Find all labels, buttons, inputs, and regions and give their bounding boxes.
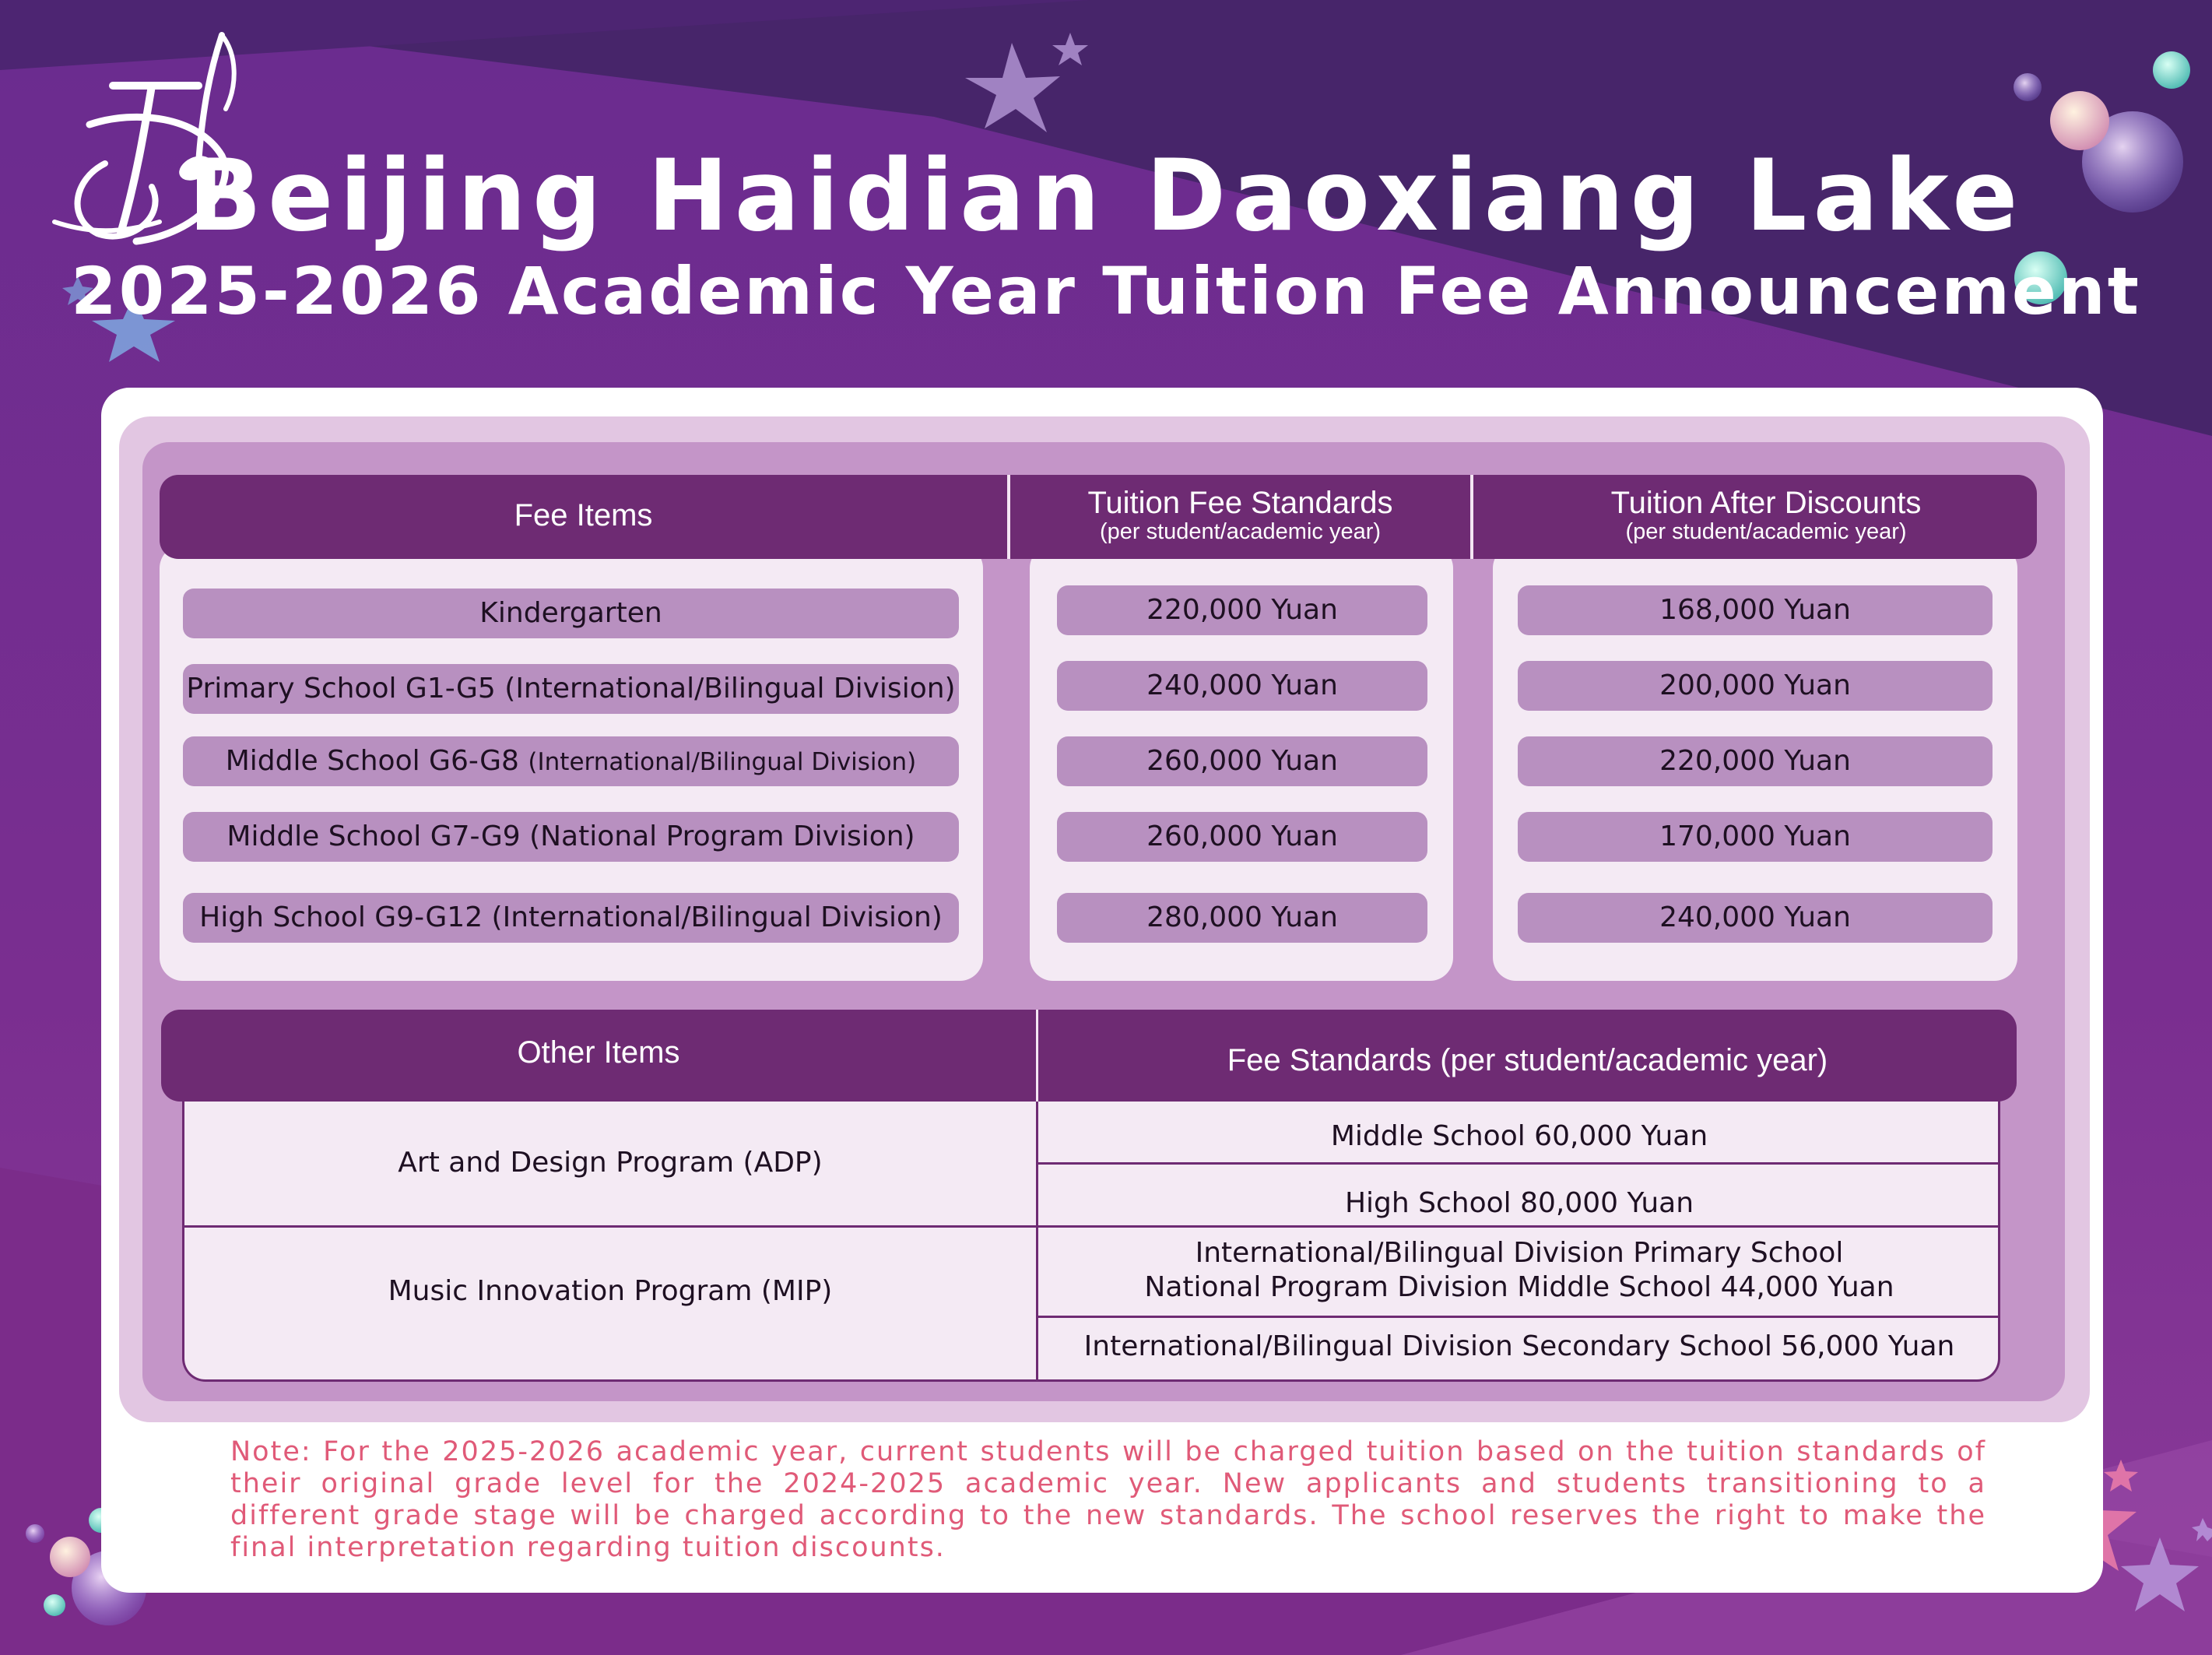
fee-item: Middle School G7-G9 (National Program Division): [183, 812, 959, 862]
table-divider: [182, 1225, 2000, 1228]
fee-discount: 200,000 Yuan: [1518, 661, 1993, 711]
col-header-other-items: Other Items: [517, 1035, 680, 1070]
adp-fee-middle: Middle School 60,000 Yuan: [1330, 1120, 1708, 1152]
title-line-2: 2025-2026 Academic Year Tuition Fee Announcement: [71, 253, 2141, 329]
table-divider: [1038, 1162, 2000, 1165]
col-header-fee-standards: Fee Standards (per student/academic year): [1227, 1043, 1828, 1077]
mip-fee-primary-middle: International/Bilingual Division Primary School National Program Division Middle School 44,000 Yuan: [1144, 1237, 1894, 1303]
title-line-1: Beijing Haidian Daoxiang Lake: [188, 139, 2024, 254]
table-divider: [1038, 1316, 2000, 1318]
mip-label: Music Innovation Program (MIP): [388, 1275, 833, 1307]
footnote: Note: For the 2025-2026 academic year, current students will be charged tuition based on the tuition standards of their original grade level for the 2024-2025 academic year. New applicants and students transitioning to a different grade stage will be charged according to the new standards. The school reserves the right to make the final interpretation regarding tuition discounts.: [230, 1436, 1986, 1563]
fee-discount: 220,000 Yuan: [1518, 736, 1993, 786]
fee-standard: 260,000 Yuan: [1057, 736, 1427, 786]
fee-item: Primary School G1-G5 (International/Bilingual Division): [183, 664, 959, 714]
col-header-fee-items: Fee Items: [514, 498, 653, 532]
col-header-discount: Tuition After Discounts (per student/academic year): [1610, 486, 1922, 544]
fee-standard: 240,000 Yuan: [1057, 661, 1427, 711]
adp-label: Art and Design Program (ADP): [398, 1147, 823, 1179]
col-header-standard: Tuition Fee Standards (per student/academic year): [1087, 486, 1393, 544]
fee-item: Middle School G6-G8 (International/Bilingual Division): [183, 736, 959, 786]
fee-item: Kindergarten: [183, 589, 959, 638]
fee-standard: 280,000 Yuan: [1057, 893, 1427, 943]
fee-discount: 240,000 Yuan: [1518, 893, 1993, 943]
fee-discount: 168,000 Yuan: [1518, 585, 1993, 635]
fee-standard: 260,000 Yuan: [1057, 812, 1427, 862]
fee-discount: 170,000 Yuan: [1518, 812, 1993, 862]
fee-item: High School G9-G12 (International/Bilingual Division): [183, 893, 959, 943]
adp-fee-high: High School 80,000 Yuan: [1344, 1187, 1694, 1219]
mip-fee-secondary: International/Bilingual Division Secondary School 56,000 Yuan: [1083, 1330, 1955, 1362]
fee-standard: 220,000 Yuan: [1057, 585, 1427, 635]
